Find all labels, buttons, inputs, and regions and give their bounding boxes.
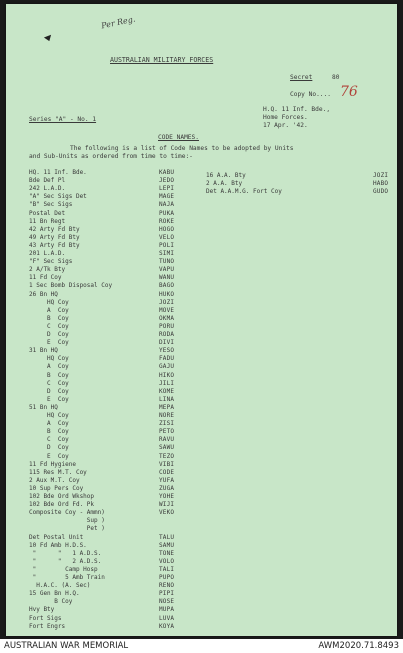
unit-name: "A" Sec Sigs Det — [29, 193, 87, 201]
code-name: HABO — [373, 180, 389, 188]
unit-name: 2 A/Tk Bty — [29, 266, 66, 274]
code-name: TALU — [159, 533, 175, 541]
code-name: RODA — [159, 331, 175, 338]
unit-name: " " 2 A.D.S. — [29, 557, 102, 565]
unit-name: "F" Sec Sigs — [29, 258, 73, 266]
code-name: JOZI — [373, 172, 389, 179]
unit-name: " 5 Amb Train — [29, 574, 105, 581]
hq-line-2: Home Forces. — [263, 114, 308, 121]
unit-name: Composite Coy - Ammn) — [29, 509, 105, 517]
intro-line-1: The following is a list of Code Names to be adopted by Units — [70, 145, 294, 152]
unit-name: 2 A.A. Bty — [206, 180, 243, 188]
code-name: MAGE — [159, 193, 175, 201]
code-name: KOME — [159, 387, 175, 395]
code-name: VEKO — [159, 509, 175, 517]
code-name: VIBI — [159, 460, 175, 468]
code-name: VOLO — [159, 557, 175, 565]
code-name: PETO — [159, 428, 175, 436]
unit-name: HQ Coy — [29, 298, 69, 306]
code-name: CODE — [159, 468, 175, 476]
code-name: JILI — [159, 379, 175, 387]
unit-name: A Coy — [29, 306, 69, 314]
handwritten-note: Per Reg. — [100, 14, 137, 31]
code-name: SAWU — [159, 444, 175, 452]
unit-name: HQ. 11 Inf. Bde. — [29, 169, 87, 176]
series-label: Series "A" - No. 1 — [29, 116, 97, 123]
code-name: WANU — [159, 274, 175, 282]
secret-number: 80 — [332, 74, 340, 81]
code-name: YOHE — [159, 493, 175, 500]
unit-name: " " 1 A.D.S. — [29, 549, 102, 557]
code-name: RAVU — [159, 436, 175, 444]
unit-name: Pet ) — [29, 525, 105, 533]
unit-name: 26 Bn HQ — [29, 290, 58, 298]
code-name: OKMA — [159, 314, 175, 322]
unit-name: HQ Coy — [29, 355, 69, 363]
unit-name: 11 Fd Hygiene — [29, 460, 76, 468]
unit-name: Det A.A.M.G. Fort Coy — [206, 188, 282, 196]
code-name: TALI — [159, 565, 175, 573]
code-name: NAJA — [159, 201, 175, 209]
unit-name: D Coy — [29, 444, 69, 452]
code-name: YESO — [159, 347, 175, 355]
code-name: KABU — [159, 169, 175, 176]
unit-name: C Coy — [29, 379, 69, 387]
document-page — [6, 4, 397, 636]
punch-hole-mark — [43, 33, 52, 42]
code-name: TEZO — [159, 452, 175, 460]
copy-label: Copy No.... — [290, 91, 331, 98]
unit-name: 10 Fd Amb H.D.S. — [29, 541, 87, 549]
code-name: TONE — [159, 549, 175, 557]
unit-name: Hvy Bty — [29, 606, 55, 614]
unit-name: E Coy — [29, 452, 69, 460]
code-name: DIVI — [159, 339, 175, 347]
unit-name: Fort Sigs — [29, 614, 62, 622]
code-name: KOYA — [159, 622, 175, 630]
code-name: PORU — [159, 322, 175, 330]
unit-name: Det Postal Unit — [29, 533, 84, 541]
code-name: LUVA — [159, 614, 175, 622]
unit-name: 2 Aux M.T. Coy — [29, 476, 80, 484]
unit-name: 16 A.A. Bty — [206, 172, 246, 179]
unit-name: C Coy — [29, 322, 69, 330]
code-name: LINA — [159, 395, 175, 403]
unit-name: D Coy — [29, 387, 69, 395]
code-name: NORE — [159, 412, 175, 419]
unit-name: 242 L.A.D. — [29, 185, 66, 193]
archive-footer — [0, 639, 403, 653]
unit-name: 43 Arty Fd Bty — [29, 241, 80, 249]
code-name: PIPI — [159, 590, 175, 598]
intro-line-2: and Sub-Units as ordered from time to time:- — [29, 153, 193, 160]
code-name: HOGO — [159, 225, 175, 233]
code-name: HIKO — [159, 371, 175, 379]
unit-name: 15 Gen Bn H.Q. — [29, 590, 80, 598]
code-name: ZUGA — [159, 484, 175, 492]
unit-name: B Coy — [29, 371, 69, 379]
secret-label: Secret — [290, 74, 313, 81]
code-name: JOZI — [159, 298, 175, 306]
unit-name: "B" Sec Sigs — [29, 201, 73, 209]
unit-name: 42 Arty Fd Bty — [29, 225, 80, 233]
unit-name: 31 Bn HQ — [29, 347, 58, 355]
unit-name: Sup ) — [29, 517, 105, 525]
code-name: MOVE — [159, 306, 175, 314]
unit-name: 10 Sup Pers Coy — [29, 484, 84, 492]
unit-name: 102 Bde Ord Fd. Pk — [29, 501, 95, 509]
code-name: ROKE — [159, 217, 175, 225]
unit-name: A Coy — [29, 363, 69, 371]
document-date: 17 Apr. '42. — [263, 122, 308, 129]
code-name: MUPA — [159, 606, 175, 614]
subject-heading: CODE NAMES. — [158, 134, 199, 141]
code-name: PUKA — [159, 209, 175, 217]
code-name: RENO — [159, 582, 175, 590]
unit-name: 102 Bde Ord Wkshop — [29, 493, 95, 500]
code-name: JEDO — [159, 177, 175, 185]
unit-name: B Coy — [29, 428, 69, 436]
unit-name: D Coy — [29, 331, 69, 338]
code-name: SAMU — [159, 541, 175, 549]
unit-name: " Camp Hosp — [29, 565, 98, 573]
unit-name: C Coy — [29, 436, 69, 444]
code-name: GUDO — [373, 188, 389, 196]
code-name: ZISI — [159, 420, 175, 428]
code-name: SIMI — [159, 250, 175, 257]
code-name: HUKO — [159, 290, 175, 298]
unit-name: 51 Bn HQ — [29, 403, 58, 411]
code-name: LEPI — [159, 185, 175, 193]
code-row — [6, 188, 397, 197]
hq-line-1: H.Q. 11 Inf. Bde., — [263, 106, 331, 113]
unit-name: E Coy — [29, 395, 69, 403]
footer-accession-number: AWM2020.71.8493 — [318, 641, 399, 651]
unit-name: E Coy — [29, 339, 69, 347]
unit-name: HQ Coy — [29, 412, 69, 419]
code-name: MEPA — [159, 403, 175, 411]
unit-name: 1 Sec Bomb Disposal Coy — [29, 282, 113, 290]
code-name: FADU — [159, 355, 175, 363]
code-name: GAJU — [159, 363, 175, 371]
unit-name: 11 Bn Regt — [29, 217, 66, 225]
code-name: VELO — [159, 233, 175, 241]
code-name: WIJI — [159, 501, 175, 509]
unit-name: B Coy — [29, 314, 69, 322]
handwritten-copy-number: 76 — [340, 84, 358, 100]
code-name: TUNO — [159, 258, 175, 266]
unit-name: Postal Det — [29, 209, 66, 217]
code-name: PUPO — [159, 574, 175, 581]
unit-name: 115 Res M.T. Coy — [29, 468, 87, 476]
code-name: YUFA — [159, 476, 175, 484]
unit-name: 49 Arty Fd Bty — [29, 233, 80, 241]
unit-name: Fort Engrs — [29, 622, 66, 630]
code-name: NOSE — [159, 598, 175, 606]
unit-name: A Coy — [29, 420, 69, 428]
unit-name: H.A.C. (A. Sec) — [29, 582, 91, 590]
unit-name: B Coy — [29, 598, 73, 606]
unit-name: Bde Def Pl — [29, 177, 66, 185]
unit-name: 201 L.A.D. — [29, 250, 66, 257]
code-name: BAGO — [159, 282, 175, 290]
code-name: POLI — [159, 241, 175, 249]
unit-name: 11 Fd Coy — [29, 274, 62, 282]
code-name: VAPU — [159, 266, 175, 274]
footer-source: AUSTRALIAN WAR MEMORIAL — [4, 641, 129, 651]
document-title: AUSTRALIAN MILITARY FORCES — [110, 56, 214, 64]
code-row — [6, 623, 397, 632]
